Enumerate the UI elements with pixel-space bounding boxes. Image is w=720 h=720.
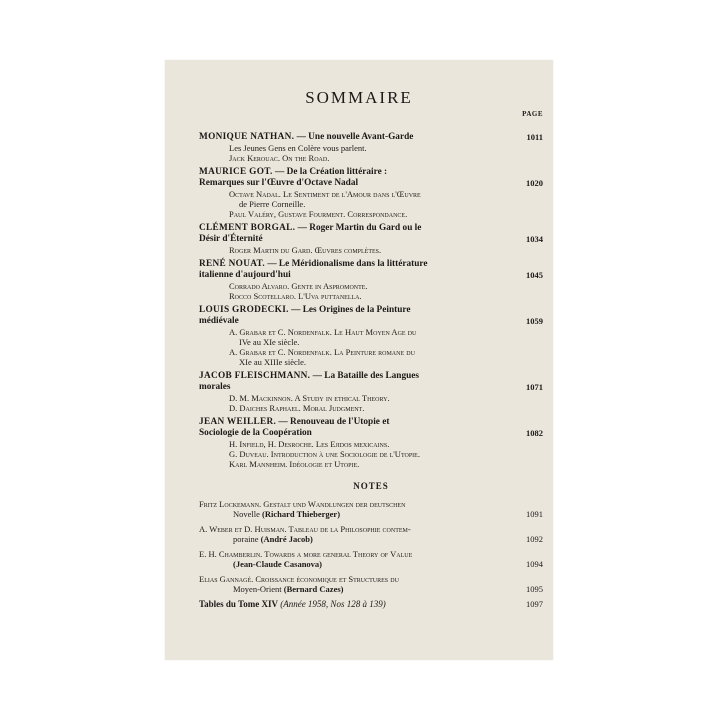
note-entry xyxy=(199,549,543,569)
entry-title: — Roger Martin du Gard ou le xyxy=(297,223,422,233)
note-entry xyxy=(199,524,543,544)
tables-entry xyxy=(199,599,543,609)
note-line xyxy=(199,534,543,544)
notes-heading: NOTES xyxy=(353,481,389,491)
note-line xyxy=(199,584,543,594)
toc-entry xyxy=(199,132,543,163)
tables-line xyxy=(199,599,543,609)
entry-reviewed-works xyxy=(199,245,543,255)
entry-title-line2: Sociologie de la Coopération xyxy=(199,428,312,438)
entry-title-line2: médiévale xyxy=(199,316,239,326)
entry-title: — De la Création littéraire : xyxy=(275,167,388,177)
note-reviewer: (Jean-Claude Casanova) xyxy=(233,559,323,569)
entry-title: — Une nouvelle Avant-Garde xyxy=(296,132,414,142)
entry-author: JACOB FLEISCHMANN. xyxy=(199,371,311,381)
entry-author: RENÉ NOUAT. xyxy=(199,259,265,269)
entry-page: 1011 xyxy=(526,132,543,142)
reviewed-work: A. Grabar et C. Nordenfalk. Le Haut Moyen Age du xyxy=(229,327,417,337)
entry-title: — Les Origines de la Peinture xyxy=(291,305,411,315)
entry-heading xyxy=(199,305,543,316)
entry-heading-continued xyxy=(199,316,543,327)
entry-heading xyxy=(199,259,543,270)
reviewed-work: XIe au XIIIe siècle. xyxy=(239,357,307,367)
reviewed-work: Rocco Scotellaro. L'Uva puttanella. xyxy=(229,291,362,301)
note-text: E. H. Chamberlin. Towards a more general Theory of Value xyxy=(199,549,413,559)
entry-reviewed-works xyxy=(199,393,543,413)
note-reviewer: (Bernard Cazes) xyxy=(283,584,344,594)
note-line xyxy=(199,499,543,509)
entry-heading xyxy=(199,417,543,428)
entry-page: 1059 xyxy=(526,316,543,326)
note-text: Fritz Lockemann. Gestalt und Wandlungen der deutschen xyxy=(199,499,406,509)
reviewed-work: IVe au XIe siècle. xyxy=(239,337,300,347)
page-column-heading: PAGE xyxy=(522,110,543,118)
note-line xyxy=(199,524,543,534)
entry-author: JEAN WEILLER. xyxy=(199,417,277,427)
entry-title-line2: italienne d'aujourd'hui xyxy=(199,270,291,280)
toc-entry xyxy=(199,223,543,255)
tables-detail: (Année 1958, Nos 128 à 139) xyxy=(280,599,386,609)
entry-reviewed-works xyxy=(199,439,543,469)
note-page: 1092 xyxy=(526,534,543,544)
reviewed-work: de Pierre Corneille. xyxy=(239,199,306,209)
note-line xyxy=(199,509,543,519)
entry-reviewed-works xyxy=(199,327,543,367)
toc-entry xyxy=(199,305,543,367)
entry-page: 1071 xyxy=(526,382,543,392)
entry-heading-continued xyxy=(199,178,543,189)
note-text-continued: Novelle xyxy=(233,509,260,519)
toc-entry xyxy=(199,167,543,219)
entry-author: LOUIS GRODECKI. xyxy=(199,305,289,315)
entry-page: 1045 xyxy=(526,270,543,280)
reviewed-work: Les Jeunes Gens en Colère vous parlent. xyxy=(229,143,367,153)
toc-entry xyxy=(199,259,543,301)
entry-page: 1020 xyxy=(526,178,543,188)
reviewed-work: Jack Kerouac. On the Road. xyxy=(229,153,330,163)
note-text: A. Weber et D. Huisman. Tableau de la Philosophie contem- xyxy=(199,524,411,534)
entry-title: — Renouveau de l'Utopie et xyxy=(278,417,390,427)
entry-title: — Le Méridionalisme dans la littérature xyxy=(267,259,428,269)
entry-author: CLÉMENT BORGAL. xyxy=(199,223,296,233)
reviewed-work: G. Duveau. Introduction à une Sociologie de l'Utopie. xyxy=(229,449,420,459)
entry-title-line2: Désir d'Éternité xyxy=(199,234,263,244)
table-of-contents xyxy=(199,132,543,614)
entry-author: MAURICE GOT. xyxy=(199,167,273,177)
reviewed-work: H. Infield, H. Desroche. Les Ejidos mexicains. xyxy=(229,439,390,449)
tables-page: 1097 xyxy=(526,599,543,609)
entry-reviewed-works xyxy=(199,281,543,301)
entry-page: 1034 xyxy=(526,234,543,244)
note-line xyxy=(199,574,543,584)
reviewed-work: Roger Martin du Gard. Œuvres complètes. xyxy=(229,245,382,255)
entry-title-line2: morales xyxy=(199,382,231,392)
reviewed-work: Corrado Alvaro. Gente in Aspromonte. xyxy=(229,281,368,291)
note-text-continued: Moyen-Orient xyxy=(233,584,282,594)
note-page: 1095 xyxy=(526,584,543,594)
entry-title-line2: Remarques sur l'Œuvre d'Octave Nadal xyxy=(199,178,359,188)
entry-heading-continued xyxy=(199,270,543,281)
note-line xyxy=(199,549,543,559)
note-reviewer: (Richard Thieberger) xyxy=(262,509,341,519)
reviewed-work: D. Daiches Raphael. Moral Judgment. xyxy=(229,403,365,413)
entry-page: 1082 xyxy=(526,428,543,438)
entry-heading xyxy=(199,223,543,234)
reviewed-work: D. M. Mackinnon. A Study in ethical Theory. xyxy=(229,393,390,403)
entry-heading xyxy=(199,371,543,382)
note-text: Elias Gannagé. Croissance économique et Structures du xyxy=(199,574,399,584)
reviewed-work: Octave Nadal. Le Sentiment de l'Amour dans l'Œuvre xyxy=(229,189,421,199)
entry-heading xyxy=(199,132,543,143)
tables-label: Tables du Tome XIV xyxy=(199,599,278,609)
note-page: 1094 xyxy=(526,559,543,569)
reviewed-work: Karl Mannheim. Idéologie et Utopie. xyxy=(229,459,360,469)
note-text-continued: poraine xyxy=(233,534,259,544)
reviewed-work: A. Grabar et C. Nordenfalk. La Peinture romane du xyxy=(229,347,415,357)
note-page: 1091 xyxy=(526,509,543,519)
page-title: SOMMAIRE xyxy=(305,88,413,107)
toc-entry xyxy=(199,371,543,413)
toc-entry xyxy=(199,417,543,469)
note-entry xyxy=(199,499,543,519)
note-line xyxy=(199,559,543,569)
entry-reviewed-works xyxy=(199,189,543,219)
entry-heading-continued xyxy=(199,428,543,439)
note-reviewer: (André Jacob) xyxy=(260,534,313,544)
entry-reviewed-works xyxy=(199,143,543,163)
page-sheet xyxy=(165,60,553,660)
reviewed-work: Paul Valéry, Gustave Fourment. Correspondance. xyxy=(229,209,408,219)
entry-heading-continued xyxy=(199,234,543,245)
entry-heading xyxy=(199,167,543,178)
entry-title: — La Bataille des Langues xyxy=(312,371,420,381)
entry-heading-continued xyxy=(199,382,543,393)
note-entry xyxy=(199,574,543,594)
entry-author: MONIQUE NATHAN. xyxy=(199,132,295,142)
